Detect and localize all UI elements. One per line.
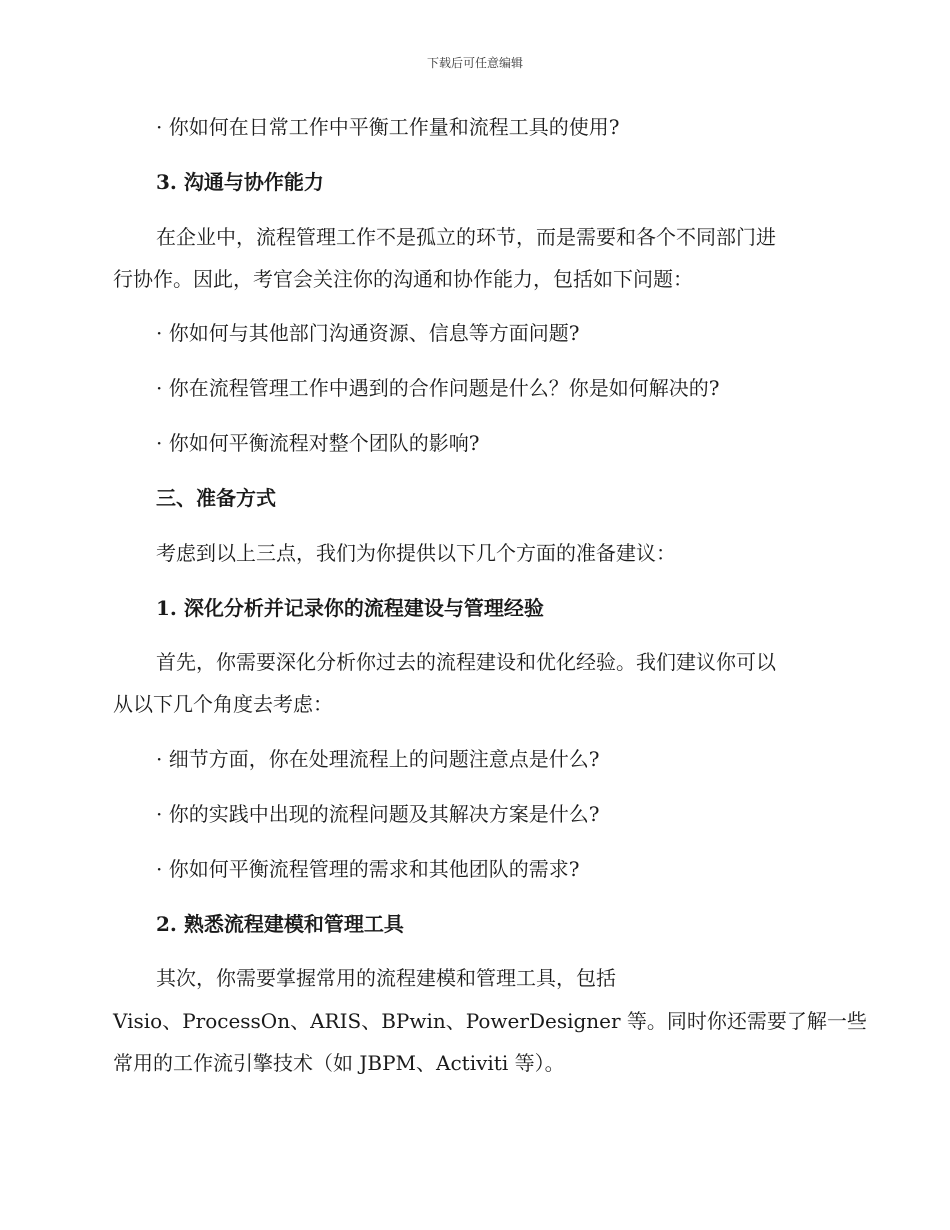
section-heading: 三、准备方式: [156, 486, 276, 510]
section-heading: 1. 深化分析并记录你的流程建设与管理经验: [156, 596, 544, 620]
paragraph-line: 常用的工作流引擎技术（如 JBPM、Activiti 等）。: [113, 1051, 565, 1075]
bullet-item: · 你的实践中出现的流程问题及其解决方案是什么?: [156, 802, 600, 826]
bullet-item: · 你如何平衡流程对整个团队的影响?: [156, 431, 480, 455]
section-heading: 2. 熟悉流程建模和管理工具: [156, 912, 404, 936]
bullet-item: · 你在流程管理工作中遇到的合作问题是什么？你是如何解决的?: [156, 376, 720, 400]
paragraph-line: 其次，你需要掌握常用的流程建模和管理工具，包括: [156, 966, 616, 990]
paragraph-line: 考虑到以上三点，我们为你提供以下几个方面的准备建议：: [156, 541, 676, 565]
paragraph-line: 首先，你需要深化分析你过去的流程建设和优化经验。我们建议你可以: [156, 650, 776, 674]
paragraph-line: 在企业中，流程管理工作不是孤立的环节，而是需要和各个不同部门进: [156, 225, 776, 249]
section-heading: 3. 沟通与协作能力: [156, 170, 324, 194]
bullet-item: · 你如何在日常工作中平衡工作量和流程工具的使用?: [156, 115, 620, 139]
paragraph-line: 从以下几个角度去考虑：: [113, 692, 333, 716]
paragraph-line: Visio、ProcessOn、ARIS、BPwin、PowerDesigner 等。同时你还需要了解一些: [113, 1009, 867, 1033]
bullet-item: · 细节方面，你在处理流程上的问题注意点是什么?: [156, 747, 600, 771]
bullet-item: · 你如何与其他部门沟通资源、信息等方面问题?: [156, 321, 580, 345]
bullet-item: · 你如何平衡流程管理的需求和其他团队的需求?: [156, 857, 580, 881]
page-header: 下载后可任意编辑: [426, 56, 523, 70]
paragraph-line: 行协作。因此，考官会关注你的沟通和协作能力，包括如下问题：: [113, 267, 693, 291]
